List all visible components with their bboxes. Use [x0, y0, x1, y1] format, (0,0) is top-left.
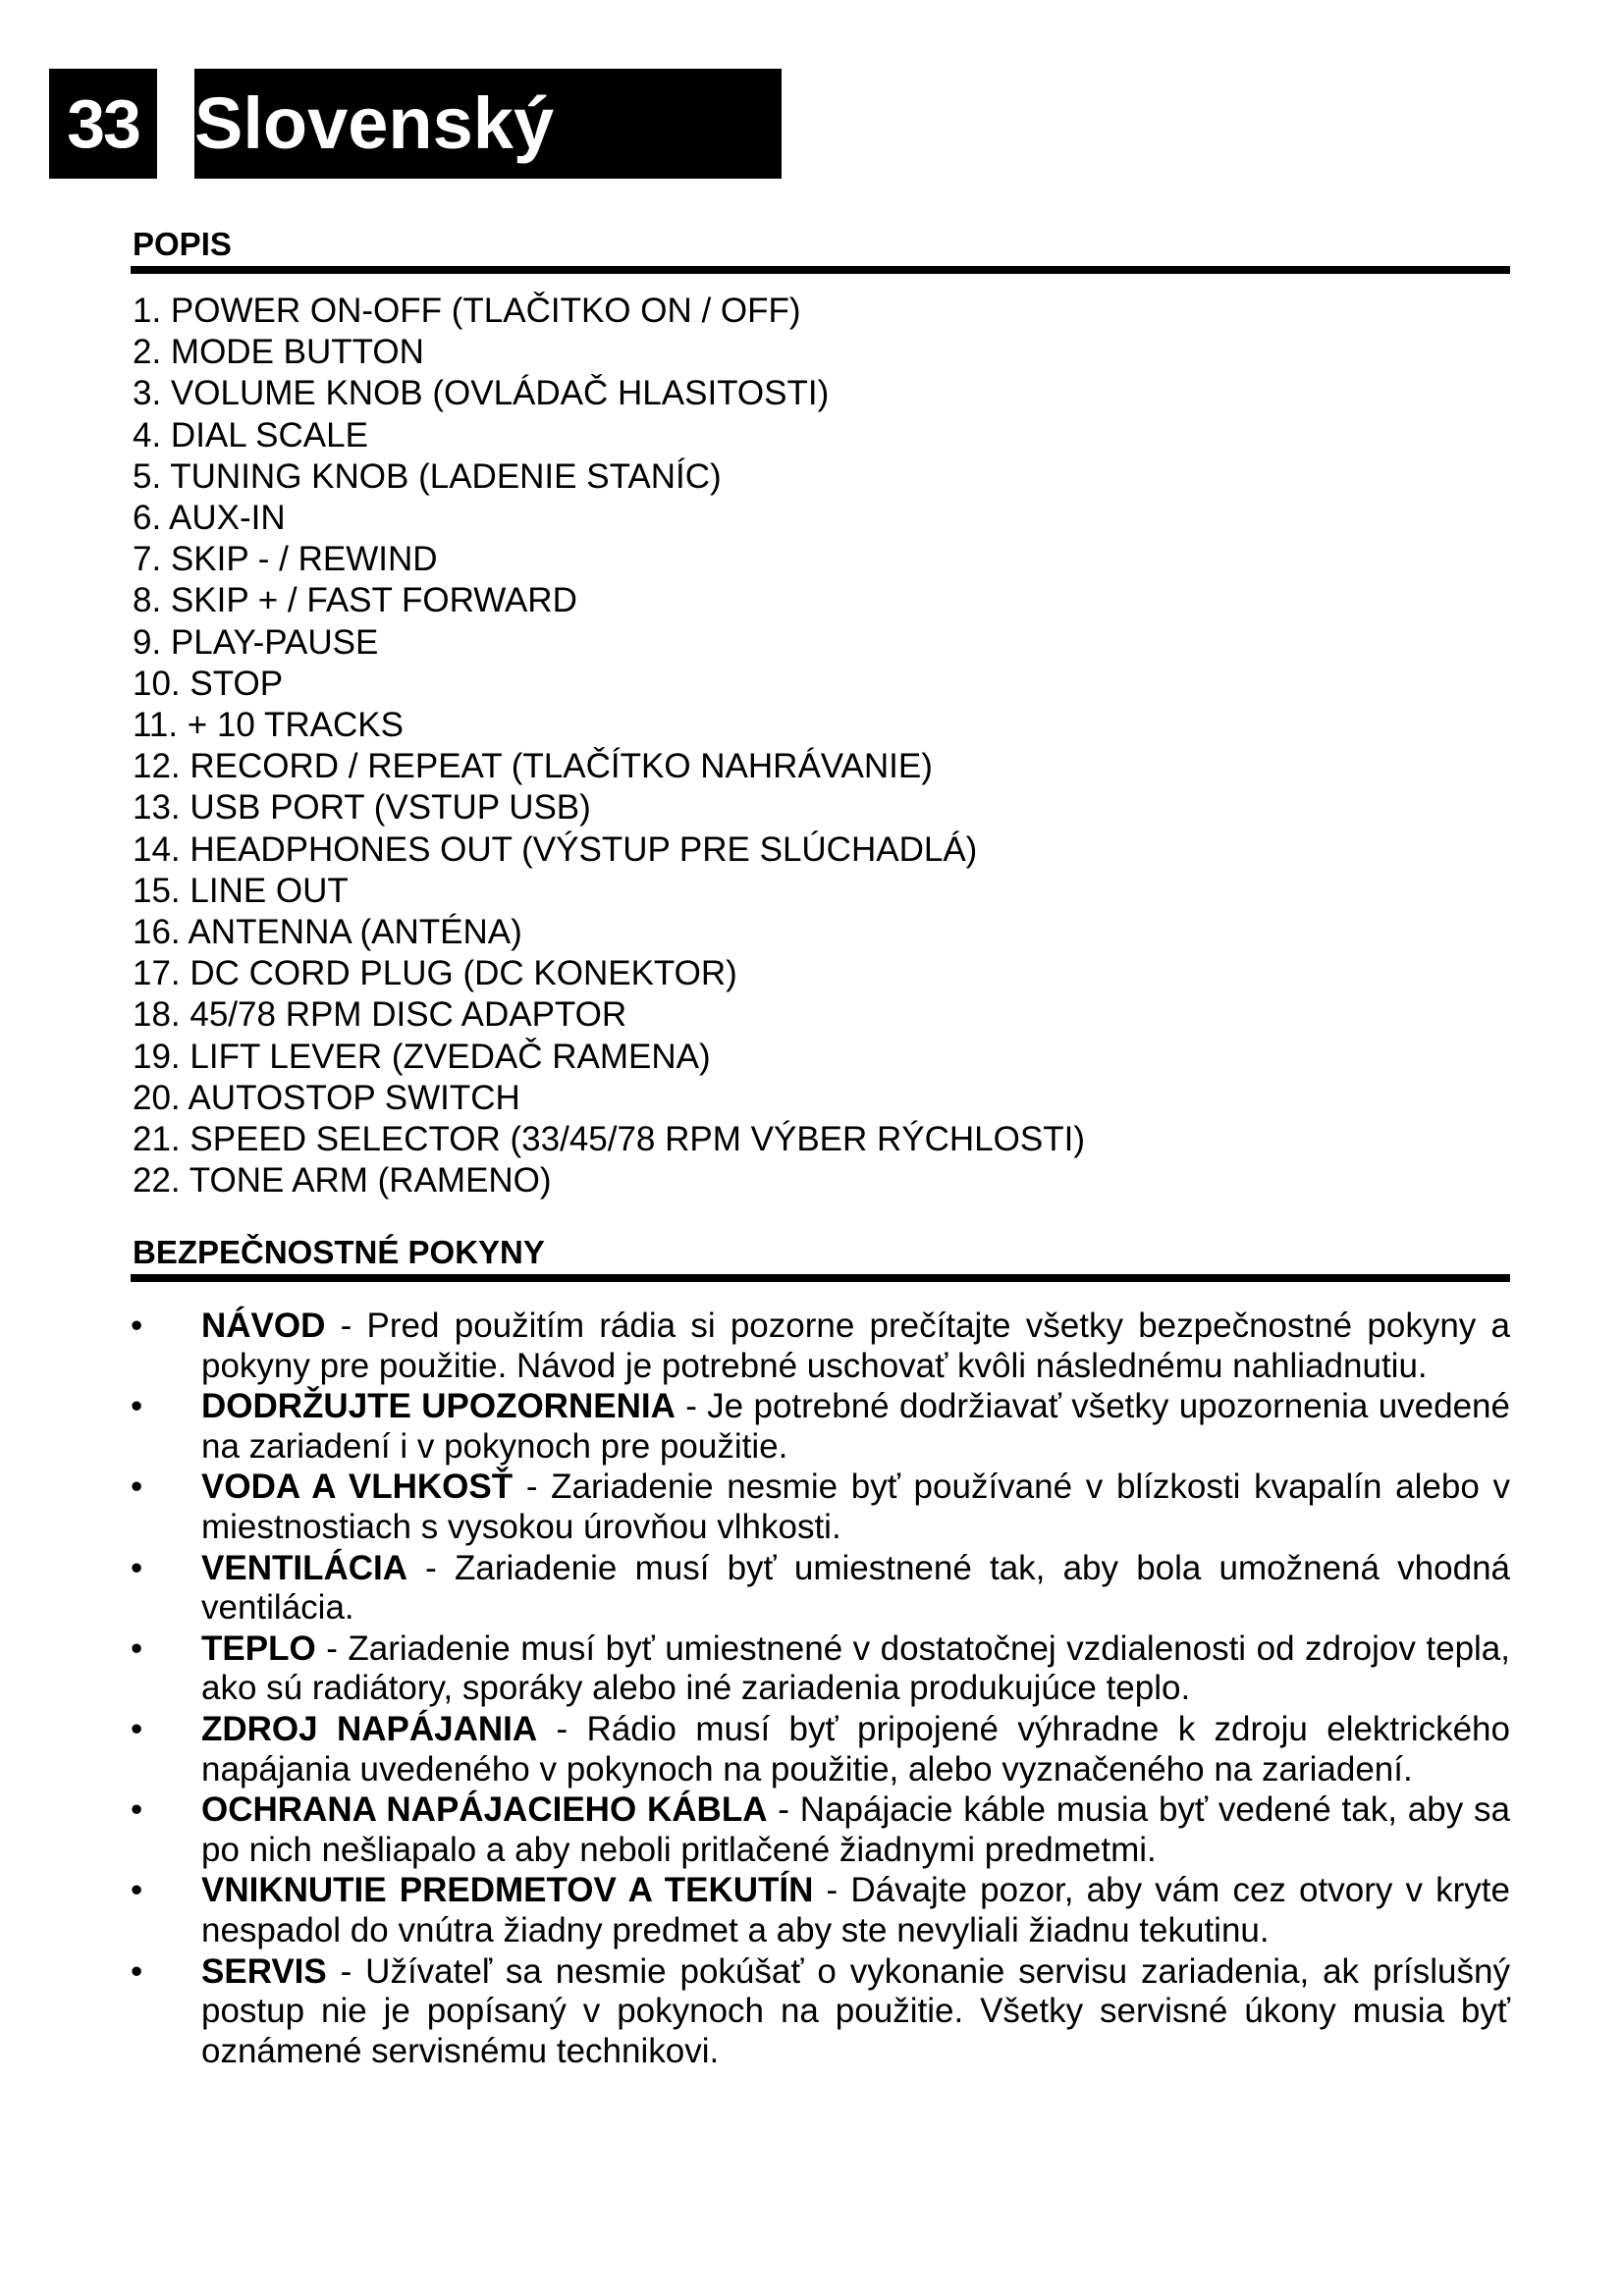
bullet-icon: •: [131, 1387, 143, 1426]
safety-text: - Dávajte pozor, aby vám cez otvory v kryte nespadol do vnútra žiadny predmet a aby ste nevyliali žiadnu tekutinu.: [201, 1871, 1510, 1949]
safety-term: DODRŽUJTE UPOZORNENIA: [201, 1387, 676, 1426]
safety-text: - Zariadenie musí byť umiestnené v dostatočnej vzdialenosti od zdrojov tepla, ako sú radiátory, sporáky alebo iné zariadenia produkujúce teplo.: [201, 1629, 1510, 1708]
list-item: 6. AUX-IN: [133, 499, 286, 538]
list-item: 3. VOLUME KNOB (OVLÁDAČ HLASITOSTI): [133, 374, 830, 413]
safety-term: TEPLO: [201, 1629, 316, 1668]
list-item: 8. SKIP + / FAST FORWARD: [133, 581, 577, 620]
bullet-icon: •: [131, 1709, 143, 1748]
bullet-icon: •: [131, 1790, 143, 1830]
bullet-icon: •: [131, 1951, 143, 1991]
safety-text: - Zariadenie musí byť umiestnené tak, aby bola umožnená vhodná ventilácia.: [201, 1548, 1510, 1628]
page-number: 33: [49, 69, 157, 179]
list-item: 21. SPEED SELECTOR (33/45/78 RPM VÝBER RÝCHLOSTI): [133, 1120, 1085, 1159]
list-item: 22. TONE ARM (RAMENO): [133, 1161, 552, 1201]
safety-list: [131, 1307, 1510, 2072]
list-item: 2. MODE BUTTON: [133, 333, 424, 372]
safety-text: - Užívateľ sa nesmie pokúšať o vykonanie servisu zariadenia, ak príslušný postup nie je popísaný v pokynoch na použitie. Všetky servisné úkony musia byť oznámené servisnému technikovi.: [201, 1951, 1510, 2070]
list-item: 9. PLAY-PAUSE: [133, 622, 379, 662]
safety-text: - Rádio musí byť pripojené výhradne k zdroju elektrického napájania uvedeného v pokynoch na použitie, alebo vyznačeného na zariadení.: [201, 1709, 1510, 1789]
safety-text: - Zariadenie nesmie byť používané v blízkosti kvapalín alebo v miestnostiach s vysokou úrovňou vlhkosti.: [201, 1468, 1510, 1546]
safety-term: OCHRANA NAPÁJACIEHO KÁBLA: [201, 1790, 768, 1830]
list-item: 20. AUTOSTOP SWITCH: [133, 1078, 520, 1117]
list-item: 14. HEADPHONES OUT (VÝSTUP PRE SLÚCHADLÁ): [133, 829, 978, 869]
safety-text: - Pred použitím rádia si pozorne prečítajte všetky bezpečnostné pokyny a pokyny pre použitie. Návod je potrebné uschovať kvôli následnému nahliadnutiu.: [201, 1307, 1510, 1385]
bullet-icon: •: [131, 1871, 143, 1910]
list-item: 7. SKIP - / REWIND: [133, 540, 438, 579]
safety-term: VODA A VLHKOSŤ: [201, 1468, 514, 1507]
list-item: [131, 1710, 1510, 1789]
list-item: 17. DC CORD PLUG (DC KONEKTOR): [133, 954, 737, 993]
bullet-icon: •: [131, 1548, 143, 1587]
list-item: 15. LINE OUT: [133, 871, 349, 910]
safety-term: NÁVOD: [201, 1307, 326, 1345]
safety-term: ZDROJ NAPÁJANIA: [201, 1709, 538, 1748]
list-item: [131, 1307, 1510, 1386]
section-title-safety: BEZPEČNOSTNÉ POKYNY: [133, 1234, 545, 1270]
parts-list: [133, 291, 1085, 1201]
safety-text: - Napájacie káble musia byť vedené tak, aby sa po nich nešliapalo a aby neboli pritlačené žiadnymi predmetmi.: [201, 1790, 1510, 1869]
list-item: 19. LIFT LEVER (ZVEDAČ RAMENA): [133, 1037, 711, 1076]
bullet-icon: •: [131, 1307, 143, 1345]
list-item: [131, 1952, 1510, 2072]
list-item: [131, 1790, 1510, 1870]
list-item: 4. DIAL SCALE: [133, 415, 368, 454]
list-item: [131, 1387, 1510, 1467]
section-title-description: POPIS: [133, 226, 232, 262]
safety-term: SERVIS: [201, 1951, 327, 1991]
language-title: Slovenský: [194, 69, 782, 179]
list-item: [131, 1871, 1510, 1950]
list-item: 11. + 10 TRACKS: [133, 706, 404, 745]
safety-text: - Je potrebné dodržiavať všetky upozornenia uvedené na zariadení i v pokynoch pre použitie.: [201, 1387, 1510, 1466]
list-item: [131, 1629, 1510, 1709]
list-item: 13. USB PORT (VSTUP USB): [133, 788, 591, 828]
list-item: 5. TUNING KNOB (LADENIE STANÍC): [133, 456, 722, 496]
safety-term: VNIKNUTIE PREDMETOV A TEKUTÍN: [201, 1871, 814, 1910]
section-divider: [131, 266, 1510, 274]
bullet-icon: •: [131, 1629, 143, 1668]
list-item: [131, 1549, 1510, 1629]
list-item: 1. POWER ON-OFF (TLAČITKO ON / OFF): [133, 292, 801, 330]
list-item: [131, 1468, 1510, 1547]
list-item: 10. STOP: [133, 664, 284, 703]
section-divider: [131, 1274, 1510, 1282]
bullet-icon: •: [131, 1468, 143, 1507]
list-item: 18. 45/78 RPM DISC ADAPTOR: [133, 995, 627, 1035]
list-item: 16. ANTENNA (ANTÉNA): [133, 913, 522, 952]
safety-term: VENTILÁCIA: [201, 1548, 407, 1587]
list-item: 12. RECORD / REPEAT (TLAČÍTKO NAHRÁVANIE): [133, 747, 933, 786]
